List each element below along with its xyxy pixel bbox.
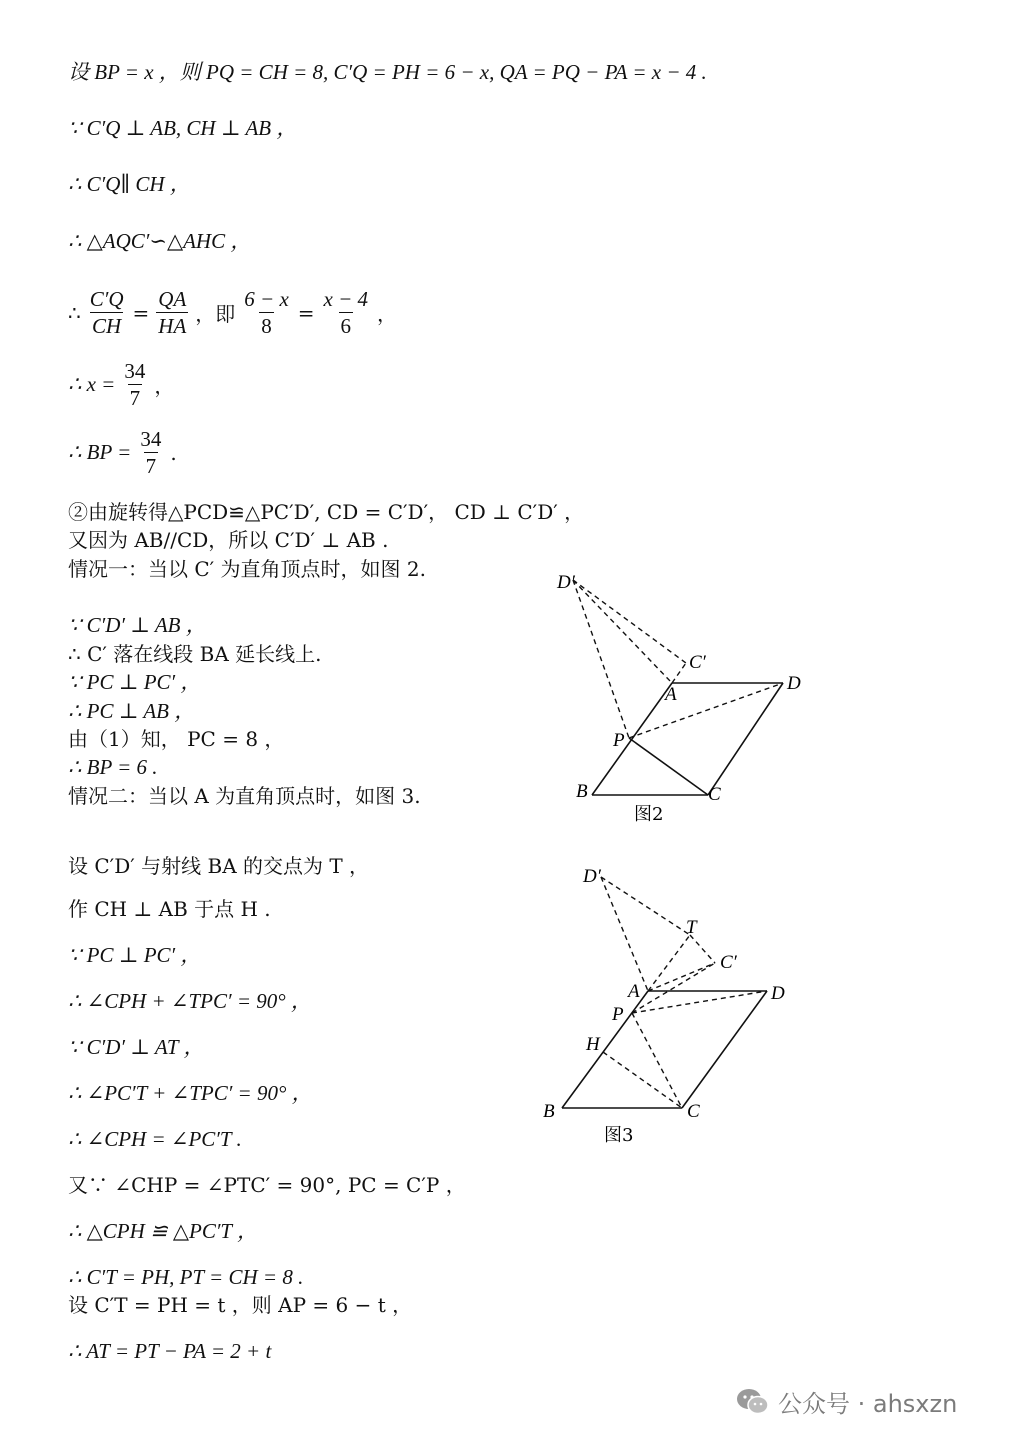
fig3-label-B: B (543, 1101, 555, 1122)
watermark (736, 1384, 957, 1419)
fig2-label-P: P (613, 730, 625, 751)
fig2-label-B: B (576, 781, 588, 802)
solution-line-17: 情况二：当以 A 为直角顶点时，如图 3. (68, 784, 421, 808)
fig2-edge-PC (629, 738, 708, 795)
fig2-label-D: D (787, 673, 801, 694)
fraction-34-7: $\frac{34}{7}$ (124, 359, 146, 411)
solution-line-25: 又∵ ∠CHP = ∠PTC′ = 90°, PC = C′P ， (68, 1173, 466, 1197)
fig2-dash-D1P (573, 580, 629, 738)
solution-line-4: ∴ △AQC′∽△AHC ， (68, 229, 252, 253)
fig3-dash-AC1 (648, 963, 715, 991)
fig3-dash-PD (632, 991, 767, 1013)
fig2-edge-DC (708, 683, 783, 795)
watermark-text: 公众号 · ahsxzn (778, 1390, 958, 1418)
fig3-dash-HC (603, 1052, 682, 1108)
figure-2 (540, 560, 820, 830)
solution-line-14: ∴ PC ⊥ AB ， (68, 699, 196, 723)
solution-line-5: ∴ $\frac{C'Q}{CH}$ = $\frac{QA}{HA}$ ，即 $\frac{6 - x}{8}$ = $\frac{x - 4}{6}$ ， (68, 287, 398, 339)
solution-line-15: 由（1）知， PC = 8 ， (68, 727, 285, 751)
solution-line-26: ∴ △CPH ≌ △PC′T ， (68, 1219, 258, 1243)
fraction-6-x-8: $\frac{6 - x}{8}$ (244, 287, 289, 339)
solution-line-7: ∴ BP = $\frac{34}{7}$ . (68, 427, 177, 479)
fraction-x-4-6: $\frac{x - 4}{6}$ (323, 287, 369, 339)
fig3-dash-PC1 (632, 963, 715, 1013)
fig3-label-A: A (628, 981, 640, 1002)
fig3-label-H: H (586, 1034, 600, 1055)
fig2-edge-BA (592, 683, 672, 795)
solution-line-23: ∴ ∠PC′T + ∠TPC′ = 90° ， (68, 1081, 313, 1105)
fig2-dash-D1C1 (573, 580, 686, 663)
solution-line-10: 情况一：当以 C′ 为直角顶点时，如图 2. (68, 557, 426, 581)
solution-line-11: ∵ C′D′ ⊥ AB ， (68, 613, 207, 637)
fig2-label-A: A (665, 684, 677, 705)
solution-line-9: 又因为 AB//CD，所以 C′D′ ⊥ AB . (68, 528, 389, 552)
fig2-label-C1: C′ (689, 652, 706, 673)
fig2-label-C: C (708, 784, 721, 805)
solution-line-18: 设 C′D′ 与射线 BA 的交点为 T ， (68, 854, 370, 878)
fig2-caption: 图2 (634, 804, 664, 825)
solution-line-16: ∴ BP = 6 . (68, 755, 158, 779)
fraction-qa-ha: $\frac{QA}{HA}$ (158, 287, 187, 339)
fig3-label-D: D (771, 983, 785, 1004)
fig2-dash-D1A (573, 580, 672, 683)
fig3-edge-DC (682, 991, 767, 1108)
fig3-dash-TC1 (690, 935, 715, 963)
fig3-label-D1: D′ (583, 866, 601, 887)
fig3-dash-PC (632, 1013, 682, 1108)
solution-line-20: ∵ PC ⊥ PC′ ， (68, 943, 202, 967)
fig3-label-C: C (687, 1101, 700, 1122)
solution-line-27: ∴ C′T = PH, PT = CH = 8 . (68, 1265, 304, 1289)
solution-line-1: 设 BP = x ，则 PQ = CH = 8, C′Q = PH = 6 − x, QA = PQ − PA = x − 4 . (68, 60, 707, 84)
solution-line-2: ∵ C′Q ⊥ AB, CH ⊥ AB ， (68, 116, 298, 140)
fig3-label-C1: C′ (720, 952, 737, 973)
solution-line-12: ∴ C′ 落在线段 BA 延长线上. (68, 642, 322, 666)
solution-line-8: ②由旋转得△PCD≌△PC′D′, CD = C′D′， CD ⊥ C′D′ ， (68, 500, 585, 524)
fig3-edge-BA (562, 991, 648, 1108)
fig2-label-D1: D′ (557, 572, 575, 593)
solution-line-6: ∴ x = $\frac{34}{7}$ ， (68, 359, 175, 411)
fraction-cq-ch: $\frac{C'Q}{CH}$ (89, 287, 124, 339)
fig3-dash-D1T (601, 877, 690, 935)
therefore-symbol: ∴ (68, 300, 81, 325)
wechat-icon (736, 1387, 770, 1417)
solution-line-3: ∴ C′Q∥ CH ， (68, 172, 191, 196)
fig3-caption: 图3 (604, 1125, 634, 1146)
solution-line-29: ∴ AT = PT − PA = 2 + t (68, 1339, 272, 1363)
solution-line-22: ∵ C′D′ ⊥ AT ， (68, 1035, 205, 1059)
fraction-34-7-bp: $\frac{34}{7}$ (140, 427, 162, 479)
fig3-label-P: P (612, 1004, 624, 1025)
solution-line-28: 设 C′T = PH = t ，则 AP = 6 − t ， (68, 1293, 413, 1317)
fig3-label-T: T (686, 917, 697, 938)
figure-3 (535, 858, 825, 1148)
solution-line-24: ∴ ∠CPH = ∠PC′T . (68, 1127, 242, 1151)
fig3-dash-D1A (601, 877, 648, 991)
solution-line-21: ∴ ∠CPH + ∠TPC′ = 90° ， (68, 989, 312, 1013)
solution-line-19: 作 CH ⊥ AB 于点 H . (68, 897, 271, 921)
fig2-dash-AC1 (672, 663, 686, 683)
solution-line-13: ∵ PC ⊥ PC′ ， (68, 670, 202, 694)
